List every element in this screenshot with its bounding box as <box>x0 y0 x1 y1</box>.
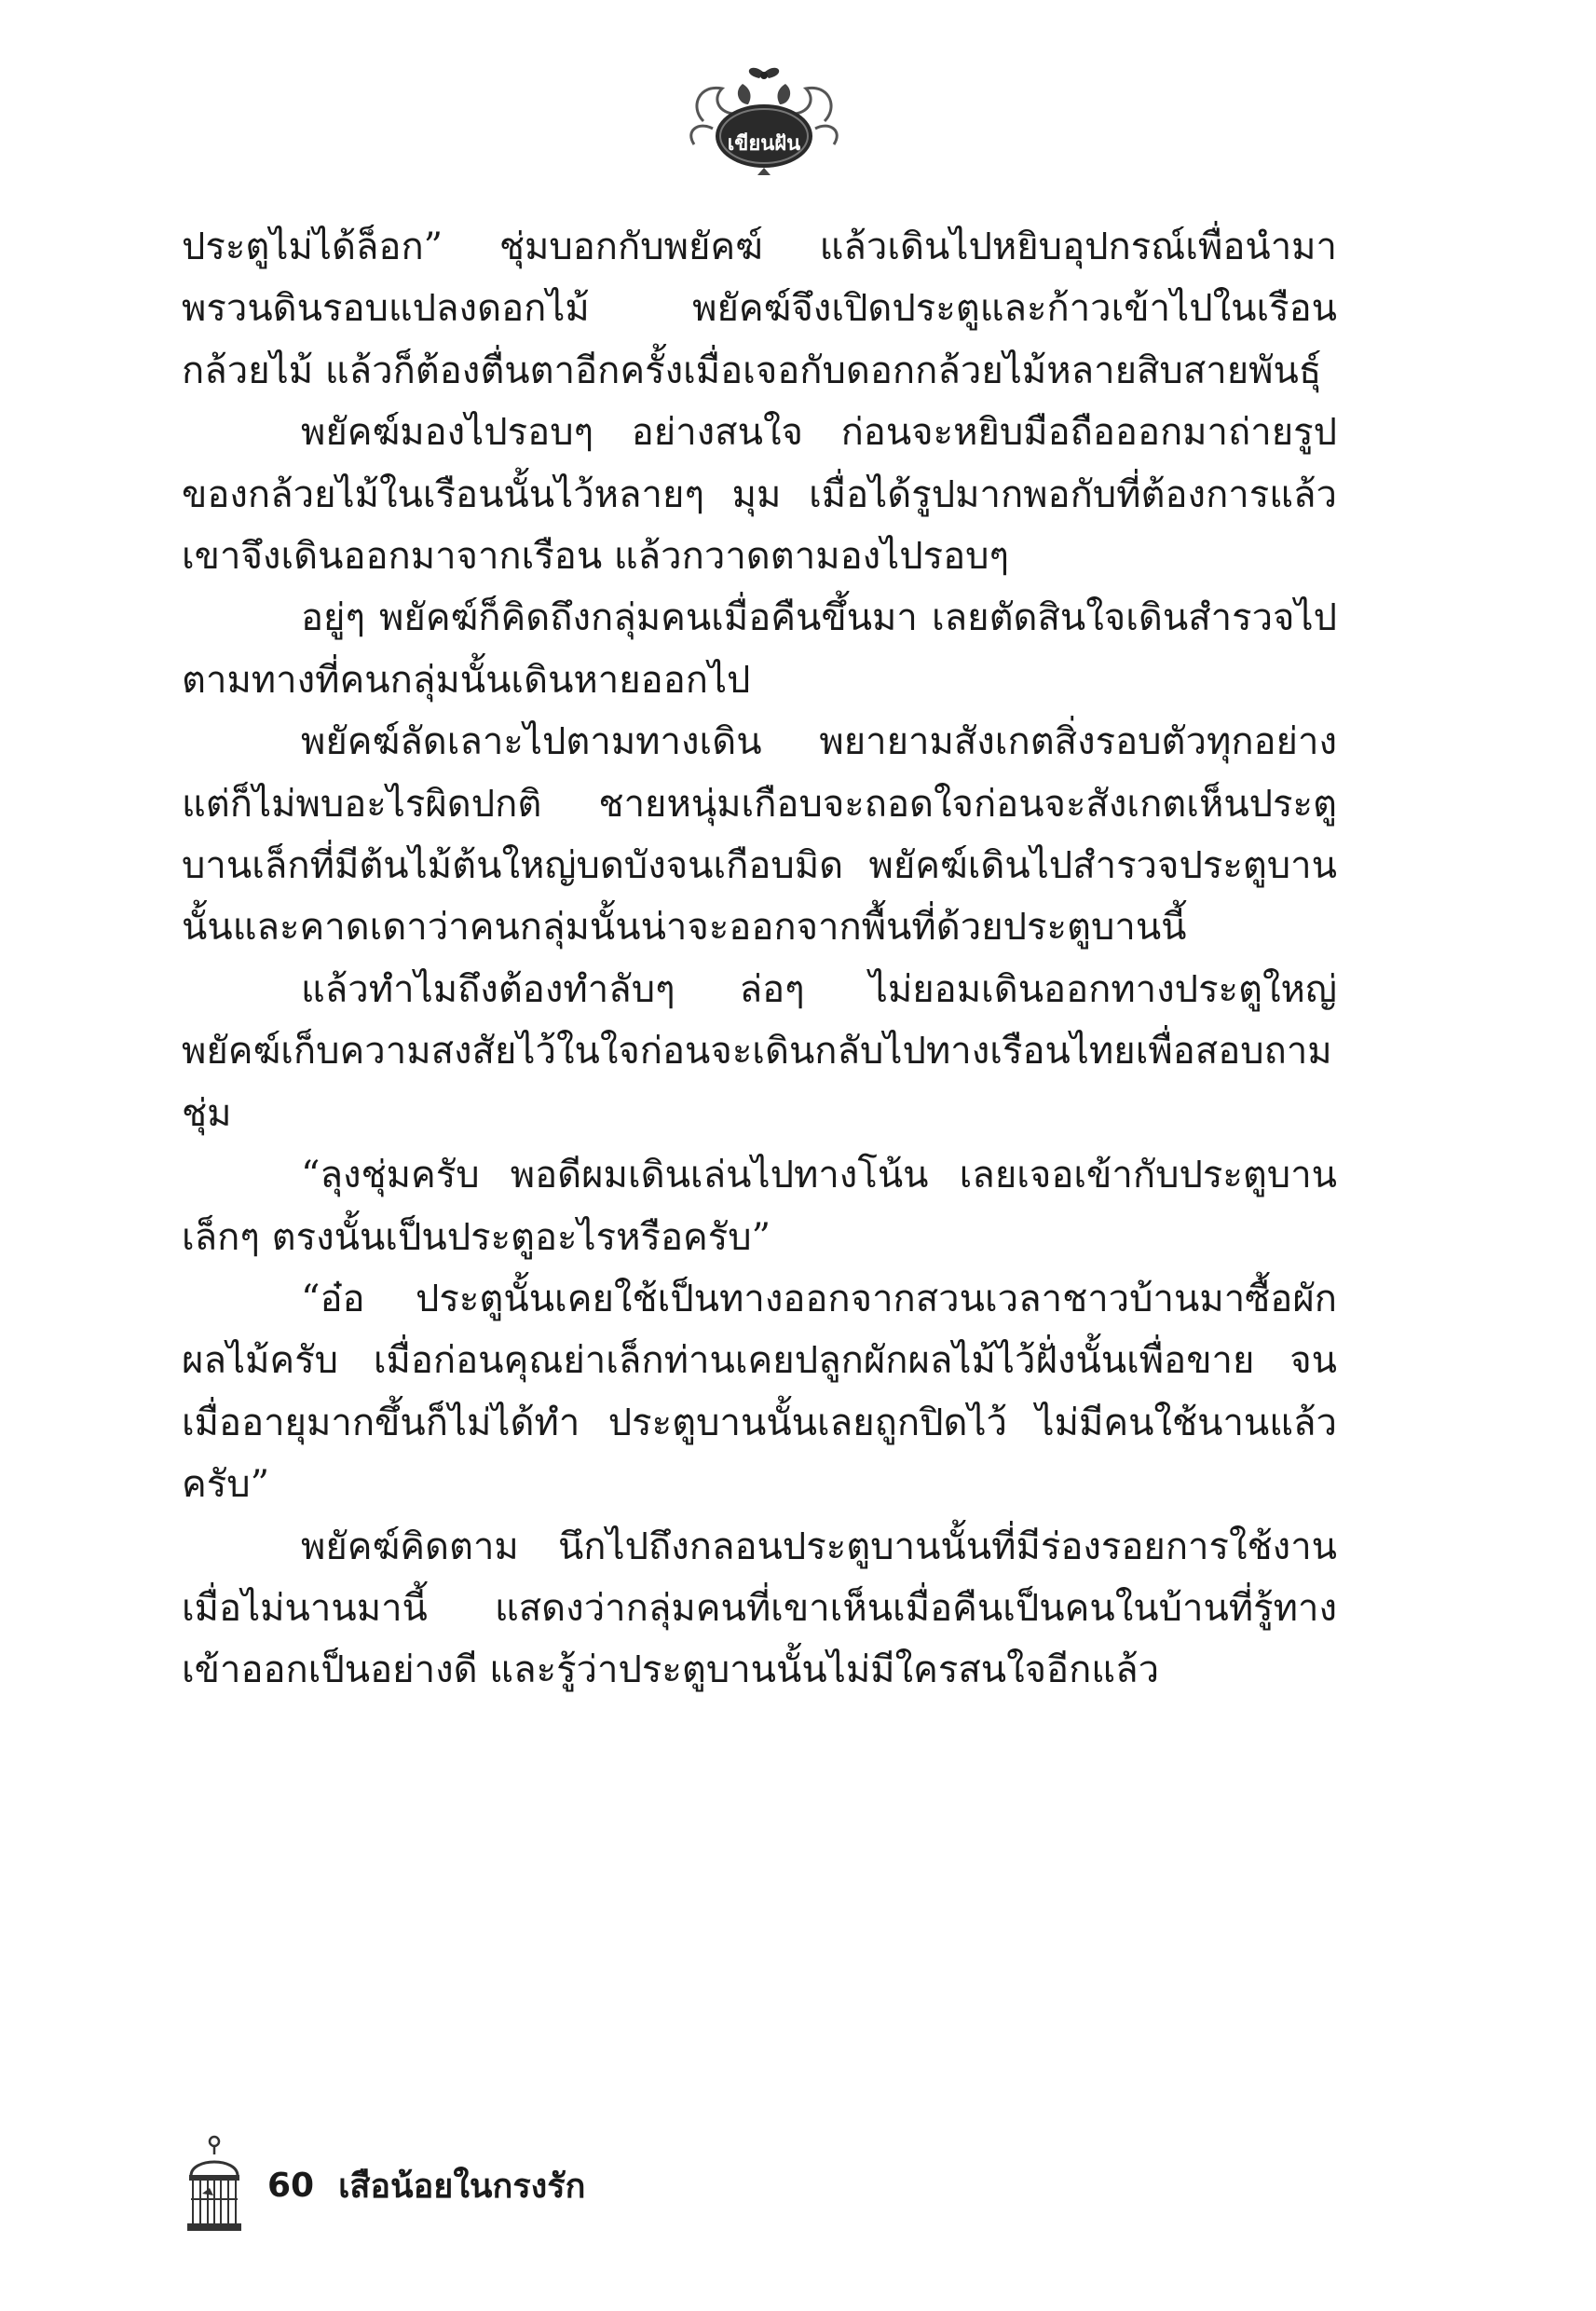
book-title: เสือน้อยในกรงรัก <box>338 2167 586 2206</box>
birdcage-icon <box>182 2134 247 2236</box>
publisher-logo <box>685 56 843 177</box>
page-number: 60 <box>267 2166 315 2205</box>
body-text <box>182 216 1337 1702</box>
paragraph: พยัคฆ์ลัดเลาะไปตามทางเดิน พยายามสังเกตสิ่งรอบตัวทุกอย่าง แต่ก็ไม่พบอะไรผิดปกติ ชายหนุ่มเกือบจะถอดใจก่อนจะสังเกตเห็นประตูบานเล็กที่มีต้นไม้ต้นใหญ่บดบังจนเกือบมิด พยัคฆ์เดินไปสำรวจประตูบานนั้นและคาดเดาว่าคนกลุ่มนั้นน่าจะออกจากพื้นที่ด้วยประตูบานนี้ <box>182 720 1337 950</box>
logo-text: เขียนฝัน <box>727 132 801 156</box>
paragraph: “ลุงชุ่มครับ พอดีผมเดินเล่นไปทางโน้น เลยเจอเข้ากับประตูบานเล็กๆ ตรงนั้นเป็นประตูอะไรหรือครับ” <box>182 1154 1337 1259</box>
page-footer <box>182 2134 585 2236</box>
paragraph: แล้วทำไมถึงต้องทำลับๆ ล่อๆ ไม่ยอมเดินออกทางประตูใหญ่ พยัคฆ์เก็บความสงสัยไว้ในใจก่อนจะเดินกลับไปทางเรือนไทยเพื่อสอบถามชุ่ม <box>182 967 1337 1135</box>
paragraph: พยัคฆ์คิดตาม นึกไปถึงกลอนประตูบานนั้นที่มีร่องรอยการใช้งานเมื่อไม่นานมานี้ แสดงว่ากลุ่มคนที่เขาเห็นเมื่อคืนเป็นคนในบ้านที่รู้ทางเข้าออกเป็นอย่างดี และรู้ว่าประตูบานนั้นไม่มีใครสนใจอีกแล้ว <box>182 1525 1337 1692</box>
paragraph: พยัคฆ์มองไปรอบๆ อย่างสนใจ ก่อนจะหยิบมือถือออกมาถ่ายรูปของกล้วยไม้ในเรือนนั้นไว้หลายๆ มุม เมื่อได้รูปมากพอกับที่ต้องการแล้ว เขาจึงเดินออกมาจากเรือน แล้วกวาดตามองไปรอบๆ <box>182 411 1337 579</box>
paragraph: ประตูไม่ได้ล็อก” ชุ่มบอกกับพยัคฆ์ แล้วเดินไปหยิบอุปกรณ์เพื่อนำมาพรวนดินรอบแปลงดอกไม้ พยัคฆ์จึงเปิดประตูและก้าวเข้าไปในเรือนกล้วยไม้ แล้วก็ต้องตื่นตาอีกครั้งเมื่อเจอกับดอกกล้วยไม้หลายสิบสายพันธุ์ <box>182 226 1337 392</box>
paragraph: อยู่ๆ พยัคฆ์ก็คิดถึงกลุ่มคนเมื่อคืนขึ้นมา เลยตัดสินใจเดินสำรวจไปตามทางที่คนกลุ่มนั้นเดินหายออกไป <box>182 596 1337 702</box>
paragraph: “อ๋อ ประตูนั้นเคยใช้เป็นทางออกจากสวนเวลาชาวบ้านมาซื้อผักผลไม้ครับ เมื่อก่อนคุณย่าเล็กท่านเคยปลูกผักผลไม้ไว้ฝั่งนั้นเพื่อขาย จนเมื่ออายุมากขึ้นก็ไม่ได้ทำ ประตูบานนั้นเลยถูกปิดไว้ ไม่มีคนใช้นานแล้วครับ” <box>182 1277 1337 1507</box>
